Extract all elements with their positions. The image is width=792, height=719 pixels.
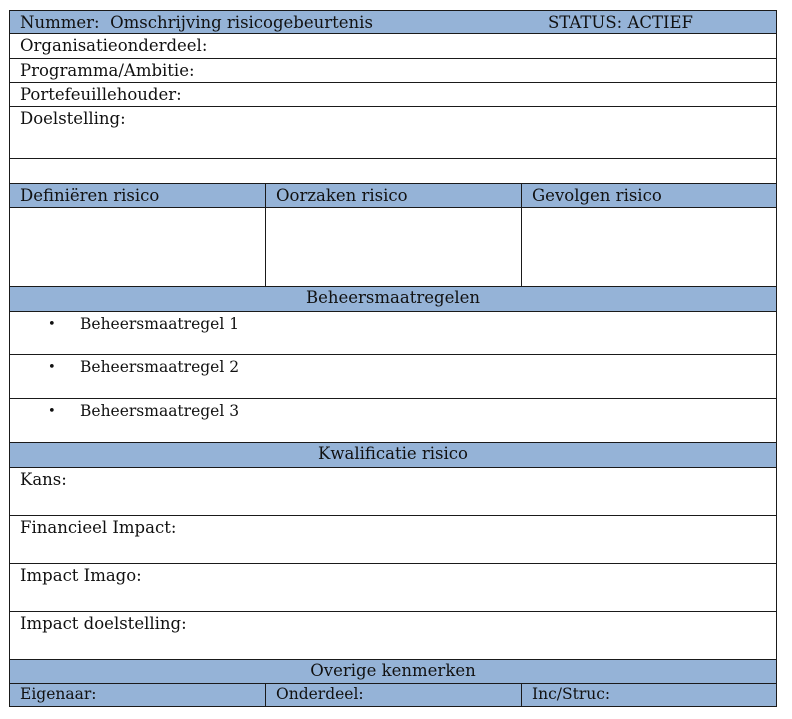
status-label: STATUS: ACTIEF	[548, 13, 693, 32]
risk-columns-body	[9, 208, 777, 287]
portefeuillehouder-row	[9, 83, 777, 107]
kans-label: Kans:	[20, 470, 67, 489]
description-label: Omschrijving risicogebeurtenis	[110, 13, 373, 32]
overige-title: Overige kenmerken	[310, 661, 476, 680]
financieel-row	[9, 516, 777, 564]
programma-row	[9, 59, 777, 83]
definieren-cell	[10, 208, 266, 286]
kwalificatie-header	[9, 443, 777, 468]
bullet-icon: •	[48, 317, 56, 332]
risk-columns-header	[9, 184, 777, 208]
beheersmaatregel-2: Beheersmaatregel 2	[80, 358, 240, 376]
impact-doelstelling-row	[9, 612, 777, 660]
doelstelling-row	[9, 107, 777, 159]
bullet-icon: •	[48, 360, 56, 375]
portefeuillehouder-label: Portefeuillehouder:	[20, 85, 182, 104]
definieren-header: Definiëren risico	[20, 186, 160, 205]
impact-doelstelling-label: Impact doelstelling:	[20, 614, 187, 633]
oorzaken-header: Oorzaken risico	[276, 186, 408, 205]
inc-struc-label: Inc/Struc:	[532, 685, 611, 703]
eigenaar-label: Eigenaar:	[20, 685, 97, 703]
beheersmaatregelen-header	[9, 287, 777, 312]
beheersmaatregelen-title: Beheersmaatregelen	[306, 288, 480, 307]
organisatieonderdeel-label: Organisatieonderdeel:	[20, 36, 208, 55]
beheersmaatregel-3: Beheersmaatregel 3	[80, 402, 240, 420]
oorzaken-cell	[266, 208, 522, 286]
imago-label: Impact Imago:	[20, 566, 142, 585]
list-item	[9, 312, 777, 355]
doelstelling-label: Doelstelling:	[20, 109, 126, 128]
header-title	[20, 13, 373, 32]
financieel-label: Financieel Impact:	[20, 518, 177, 537]
gevolgen-cell	[522, 208, 776, 286]
header-row	[9, 10, 777, 34]
risk-form	[9, 10, 777, 707]
gevolgen-header: Gevolgen risico	[532, 186, 662, 205]
organisatieonderdeel-row	[9, 34, 777, 59]
programma-label: Programma/Ambitie:	[20, 61, 195, 80]
kwalificatie-title: Kwalificatie risico	[318, 444, 468, 463]
number-label: Nummer:	[20, 13, 100, 32]
empty-row	[9, 159, 777, 184]
list-item	[9, 399, 777, 443]
onderdeel-label: Onderdeel:	[276, 685, 364, 703]
kans-row	[9, 468, 777, 516]
imago-row	[9, 564, 777, 612]
overige-row	[9, 684, 777, 707]
beheersmaatregel-1: Beheersmaatregel 1	[80, 315, 240, 333]
bullet-icon: •	[48, 404, 56, 419]
overige-header	[9, 660, 777, 684]
list-item	[9, 355, 777, 399]
